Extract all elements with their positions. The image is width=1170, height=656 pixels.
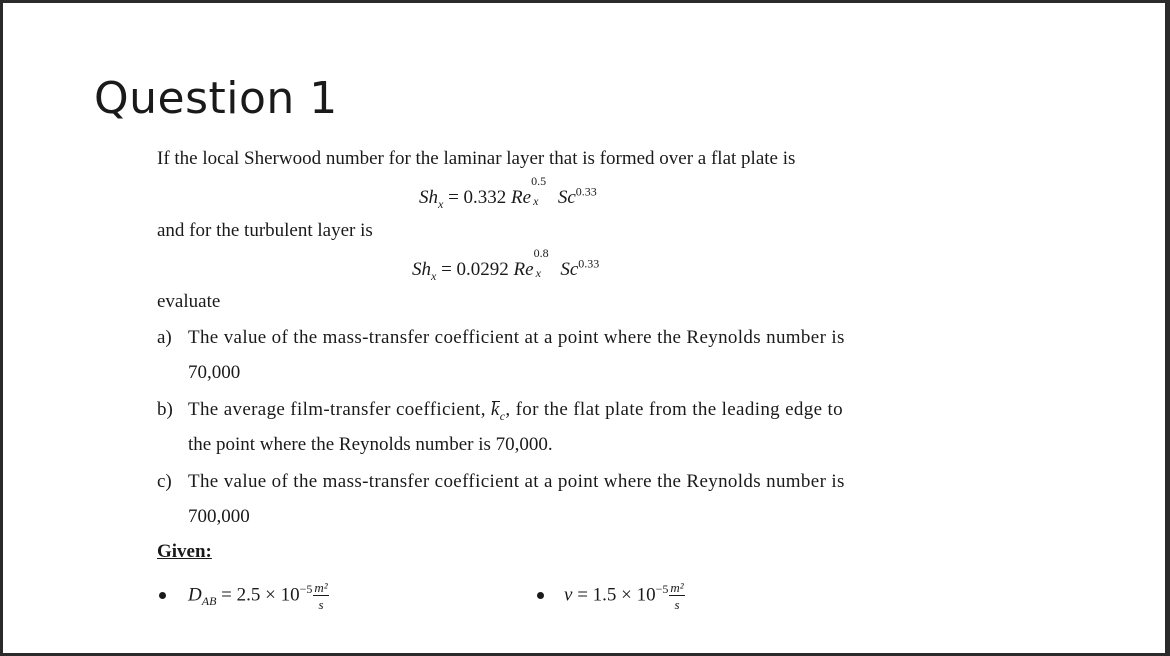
nu-unit-num: m²	[670, 580, 684, 595]
dab-unit	[313, 581, 328, 611]
item-b-line2: the point where the Reynolds number is 70,000.	[188, 434, 553, 455]
dab-symbol: D	[188, 584, 202, 606]
item-b-label: b)	[157, 399, 173, 420]
nu-exp: −5	[655, 582, 669, 597]
turbulent-coefficient: = 0.0292	[441, 259, 509, 280]
evaluate-text: evaluate	[157, 291, 221, 312]
slide	[3, 3, 1165, 653]
k-bar-symbol: k	[490, 399, 500, 420]
turbulent-equation	[412, 246, 600, 284]
item-c-line2: 700,000	[188, 506, 250, 527]
nu-unit-den: s	[674, 597, 680, 612]
laminar-coefficient: = 0.332	[448, 187, 507, 208]
turbulent-sh: Sh	[412, 259, 431, 280]
laminar-sc: Sc	[557, 187, 576, 208]
laminar-sh: Sh	[419, 187, 438, 208]
question-title: Question 1	[94, 73, 338, 124]
laminar-re-sub: x	[533, 194, 539, 208]
nu-unit	[669, 581, 684, 611]
item-a-label: a)	[157, 327, 172, 348]
item-a-line2: 70,000	[188, 362, 241, 383]
turbulent-re: Re	[513, 259, 534, 280]
dab-unit-num: m²	[314, 580, 328, 595]
nu-equation	[564, 581, 685, 611]
intro-text: If the local Sherwood number for the laminar layer that is formed over a flat plate is	[157, 148, 796, 169]
k-bar-sub: c	[499, 408, 506, 423]
bullet-dab	[159, 592, 166, 599]
dab-unit-den: s	[318, 597, 324, 612]
turbulent-sc: Sc	[560, 259, 579, 280]
dab-value: = 2.5 × 10	[221, 584, 300, 606]
dab-exp: −5	[299, 582, 313, 597]
bullet-nu	[537, 592, 544, 599]
dab-sub: AB	[201, 594, 217, 609]
nu-value: = 1.5 × 10	[577, 584, 656, 606]
item-b-line1	[188, 399, 843, 424]
laminar-re: Re	[511, 187, 532, 208]
turbulent-sh-sub: x	[431, 268, 437, 283]
dab-equation	[188, 581, 329, 611]
item-c-label: c)	[157, 471, 172, 492]
item-c-line1: The value of the mass-transfer coefficient at a point where the Reynolds number is	[188, 471, 845, 492]
laminar-equation	[419, 174, 597, 212]
laminar-sc-exp: 0.33	[575, 184, 597, 199]
turbulent-re-exp: 0.8	[533, 246, 549, 260]
laminar-sh-sub: x	[438, 196, 444, 211]
given-heading: Given:	[157, 541, 212, 562]
nu-symbol: ν	[564, 584, 573, 606]
laminar-re-exp: 0.5	[531, 174, 547, 188]
turbulent-sc-exp: 0.33	[578, 256, 600, 271]
item-a-line1: The value of the mass-transfer coefficient at a point where the Reynolds number is	[188, 327, 845, 348]
turbulent-intro-text: and for the turbulent layer is	[157, 220, 373, 241]
turbulent-re-sub: x	[535, 266, 541, 280]
item-b-line1-post: , for the flat plate from the leading edge to	[505, 399, 843, 420]
item-b-line1-pre: The average film-transfer coefficient,	[188, 399, 486, 420]
